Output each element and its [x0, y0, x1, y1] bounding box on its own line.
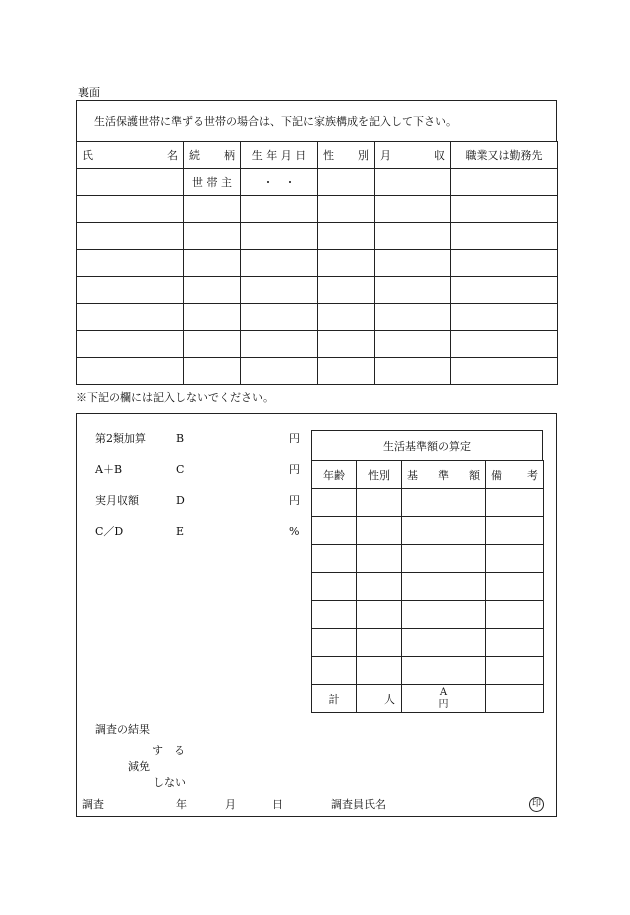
standard-cell[interactable]	[486, 489, 544, 517]
calc-line-code: B	[176, 432, 185, 445]
family-cell[interactable]	[241, 277, 318, 304]
family-cell[interactable]	[451, 223, 558, 250]
family-cell[interactable]	[318, 331, 375, 358]
standard-header-cell	[486, 461, 544, 489]
family-cell[interactable]	[375, 196, 451, 223]
standard-cell[interactable]	[357, 657, 402, 685]
standard-cell[interactable]	[486, 629, 544, 657]
calc-line-unit: %	[289, 525, 300, 538]
family-cell[interactable]	[184, 223, 241, 250]
standard-cell[interactable]	[357, 629, 402, 657]
standard-row	[312, 657, 544, 685]
family-cell[interactable]	[77, 223, 184, 250]
family-header-cell	[375, 142, 451, 169]
standard-table-title-box	[311, 430, 543, 460]
family-header-text: 名	[167, 149, 178, 162]
family-header-text: 別	[358, 149, 369, 162]
family-cell[interactable]	[375, 277, 451, 304]
family-cell[interactable]	[451, 196, 558, 223]
family-cell[interactable]	[451, 277, 558, 304]
standard-cell[interactable]	[402, 601, 486, 629]
calc-line-unit: 円	[289, 432, 300, 445]
standard-row	[312, 573, 544, 601]
calc-line-label: 第2類加算	[95, 432, 146, 445]
standard-table-body	[312, 461, 544, 713]
family-cell[interactable]	[241, 196, 318, 223]
family-cell[interactable]	[77, 358, 184, 385]
standard-cell[interactable]	[486, 573, 544, 601]
family-cell[interactable]	[375, 331, 451, 358]
family-cell[interactable]	[318, 223, 375, 250]
standard-cell[interactable]	[312, 573, 357, 601]
calc-line-code: D	[176, 494, 185, 507]
family-cell[interactable]	[77, 196, 184, 223]
total-remarks[interactable]	[486, 685, 544, 713]
seal-mark: 印	[529, 797, 544, 812]
standard-header-text: 考	[527, 468, 538, 482]
family-row	[77, 250, 558, 277]
family-header-text: 月	[380, 149, 391, 162]
result-reduction: 減免	[128, 760, 150, 773]
family-cell[interactable]	[184, 277, 241, 304]
standard-table-title: 生活基準額の算定	[383, 439, 471, 453]
standard-cell[interactable]	[312, 629, 357, 657]
standard-cell[interactable]	[312, 601, 357, 629]
family-header-text: 柄	[224, 149, 235, 162]
standard-row	[312, 545, 544, 573]
family-instruction: 生活保護世帯に準ずる世帯の場合は、下記に家族構成を記入して下さい。	[94, 115, 457, 128]
family-cell[interactable]	[184, 304, 241, 331]
family-row	[77, 304, 558, 331]
family-cell[interactable]	[77, 169, 184, 196]
standard-cell[interactable]	[402, 489, 486, 517]
family-row	[77, 331, 558, 358]
total-yen: 円	[438, 698, 449, 710]
family-header-text: 収	[434, 149, 445, 162]
family-header-cell	[241, 142, 318, 169]
calc-line-unit: 円	[289, 494, 300, 507]
standard-header-row	[312, 461, 544, 489]
total-code: A	[439, 687, 448, 698]
family-row	[77, 277, 558, 304]
standard-row	[312, 629, 544, 657]
family-cell[interactable]	[184, 331, 241, 358]
standard-row	[312, 489, 544, 517]
standard-header-text: 年齢	[323, 468, 345, 482]
family-cell[interactable]	[77, 304, 184, 331]
family-header-text: 職業又は勤務先	[465, 149, 543, 162]
family-cell[interactable]	[375, 169, 451, 196]
family-cell[interactable]	[241, 223, 318, 250]
standard-row	[312, 601, 544, 629]
standard-table	[311, 460, 544, 713]
family-header-text: 生 年 月 日	[251, 149, 307, 162]
family-cell[interactable]	[241, 304, 318, 331]
family-table	[76, 141, 558, 385]
standard-cell[interactable]	[312, 657, 357, 685]
standard-cell[interactable]	[357, 489, 402, 517]
family-cell[interactable]	[184, 196, 241, 223]
footer-survey: 調査	[82, 798, 104, 811]
standard-total-row	[312, 685, 544, 713]
calc-line-label: 実月収額	[95, 494, 139, 507]
footer-month: 月	[225, 798, 236, 811]
standard-cell[interactable]	[357, 601, 402, 629]
standard-cell[interactable]	[402, 573, 486, 601]
family-cell[interactable]	[375, 223, 451, 250]
family-cell[interactable]	[184, 250, 241, 277]
standard-cell[interactable]	[486, 545, 544, 573]
total-label: 計	[312, 685, 357, 713]
family-row	[77, 196, 558, 223]
standard-cell[interactable]	[357, 545, 402, 573]
footer-day: 日	[272, 798, 283, 811]
family-row	[77, 358, 558, 385]
standard-cell[interactable]	[486, 517, 544, 545]
family-cell[interactable]	[184, 358, 241, 385]
family-row	[77, 223, 558, 250]
family-header-cell	[451, 142, 558, 169]
family-header-text: 氏	[82, 149, 93, 162]
birth-cell[interactable]: ・ ・	[241, 169, 318, 196]
family-cell[interactable]	[375, 250, 451, 277]
standard-cell[interactable]	[312, 489, 357, 517]
standard-cell[interactable]	[357, 517, 402, 545]
family-cell[interactable]	[375, 358, 451, 385]
family-table-body	[77, 142, 558, 385]
standard-header-text: 性別	[368, 468, 390, 482]
family-cell[interactable]	[241, 331, 318, 358]
total-amount[interactable]	[402, 685, 486, 713]
standard-cell[interactable]	[357, 573, 402, 601]
calc-line-label: A＋B	[95, 463, 123, 476]
standard-cell[interactable]	[312, 545, 357, 573]
family-cell[interactable]	[318, 358, 375, 385]
calc-line-unit: 円	[289, 463, 300, 476]
standard-cell[interactable]	[486, 601, 544, 629]
calc-line-code: E	[176, 525, 185, 538]
note: ※下記の欄には記入しないでください。	[76, 391, 274, 404]
family-cell[interactable]	[451, 331, 558, 358]
family-cell[interactable]	[318, 169, 375, 196]
family-header-cell	[77, 142, 184, 169]
result-option-not: しない	[153, 776, 186, 789]
family-cell[interactable]	[241, 250, 318, 277]
standard-row	[312, 517, 544, 545]
family-cell[interactable]	[77, 277, 184, 304]
family-header-cell	[318, 142, 375, 169]
standard-cell[interactable]	[312, 517, 357, 545]
family-cell[interactable]	[318, 277, 375, 304]
family-cell[interactable]	[241, 358, 318, 385]
calc-line-code: C	[176, 463, 185, 476]
standard-header-cell	[402, 461, 486, 489]
family-cell[interactable]	[451, 250, 558, 277]
total-persons[interactable]: 人	[357, 685, 402, 713]
standard-cell[interactable]	[402, 517, 486, 545]
family-cell[interactable]	[318, 196, 375, 223]
standard-cell[interactable]	[402, 545, 486, 573]
family-header-text: 性	[323, 149, 334, 162]
family-cell[interactable]	[375, 304, 451, 331]
result-option-do: す る	[152, 744, 185, 757]
standard-header-text: 基	[407, 468, 418, 482]
family-cell[interactable]	[451, 358, 558, 385]
family-cell[interactable]	[318, 250, 375, 277]
relation-cell[interactable]: 世 帯 主	[184, 169, 241, 196]
footer-year: 年	[176, 798, 187, 811]
standard-header-text: 準	[438, 468, 449, 482]
standard-header-cell	[312, 461, 357, 489]
family-cell[interactable]	[77, 250, 184, 277]
family-header-row	[77, 142, 558, 169]
calc-line-label: C／D	[95, 525, 124, 538]
standard-cell[interactable]	[486, 657, 544, 685]
family-header-cell	[184, 142, 241, 169]
family-header-text: 続	[189, 149, 200, 162]
standard-header-cell	[357, 461, 402, 489]
footer-investigator: 調査員氏名	[331, 798, 386, 811]
family-cell[interactable]	[77, 331, 184, 358]
family-cell[interactable]	[318, 304, 375, 331]
page-label: 裏面	[78, 86, 100, 99]
family-instruction-box	[76, 100, 557, 141]
family-cell[interactable]	[451, 169, 558, 196]
family-row	[77, 169, 558, 196]
standard-header-text: 備	[491, 468, 502, 482]
standard-cell[interactable]	[402, 657, 486, 685]
standard-header-text: 額	[469, 468, 480, 482]
family-cell[interactable]	[451, 304, 558, 331]
standard-cell[interactable]	[402, 629, 486, 657]
result-title: 調査の結果	[95, 723, 150, 736]
